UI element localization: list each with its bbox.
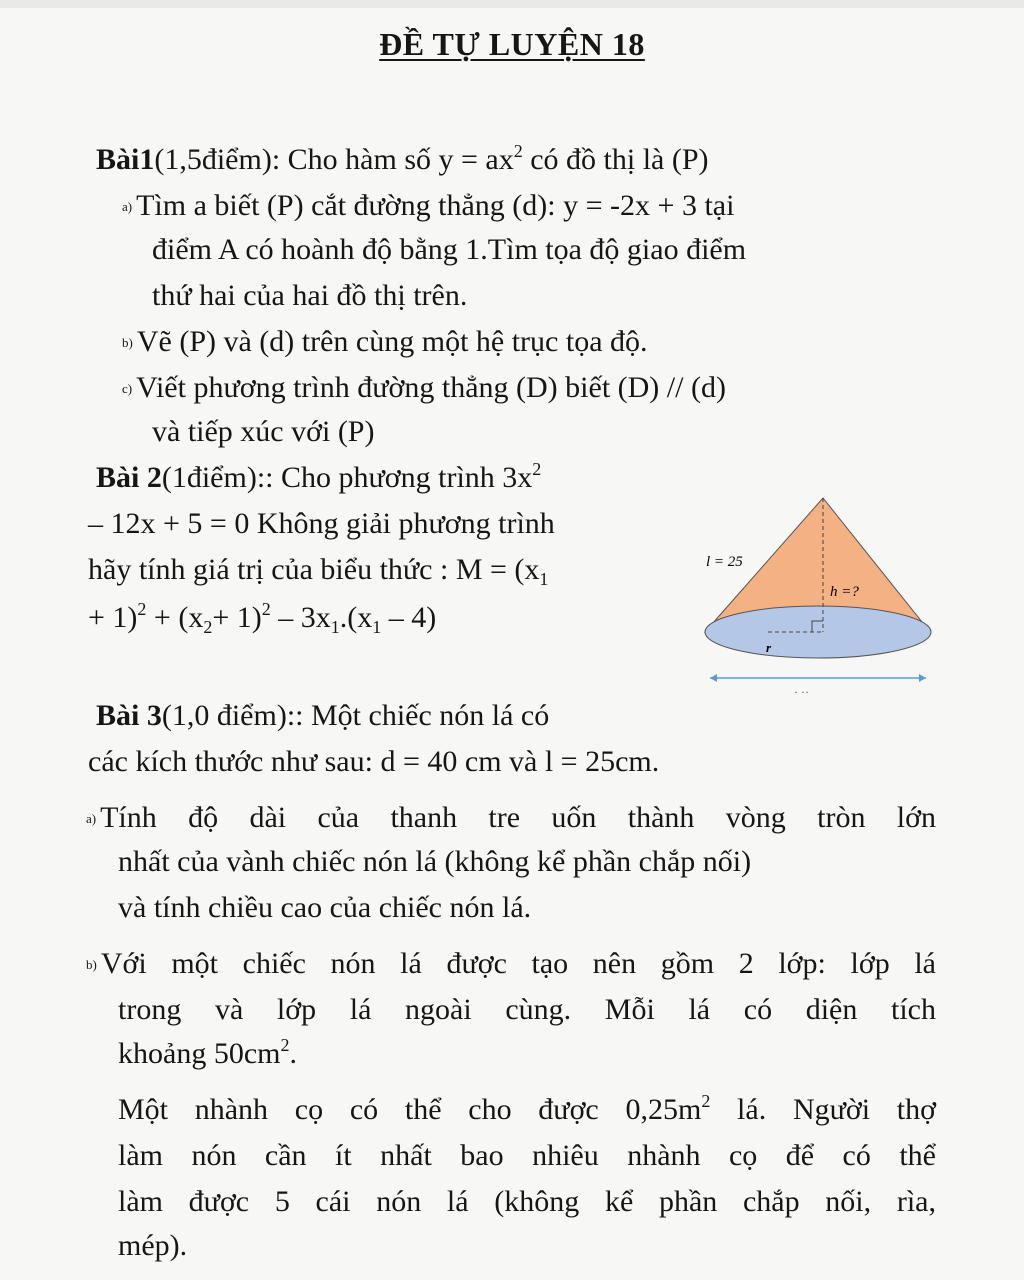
arrow-head-left bbox=[710, 674, 717, 682]
b3-line1: Bài 3(1,0 điểm):: Một chiếc nón lá có bbox=[96, 699, 550, 732]
b3-b-line3: khoảng $50cm^2$. bbox=[118, 1035, 297, 1070]
b3-b-line2: trong và lớp lá ngoài cùng. Mỗi lá có diện tích bbox=[118, 993, 936, 1026]
cone-body bbox=[705, 498, 931, 658]
top-edge bbox=[0, 0, 1024, 8]
b2-line4: + $1)^2 + (x_2+ 1)^2 - 3x_1.(x_1 - 4)$ bbox=[88, 599, 437, 637]
b3-label: Bài 3 bbox=[96, 699, 162, 732]
arrow-head-right bbox=[919, 674, 926, 682]
b2-label: Bài 2 bbox=[96, 461, 162, 494]
b1-c-line1: c) Viết phương trình đường thẳng (D) biết (D) // (d) bbox=[122, 371, 726, 404]
height-label: h =? bbox=[830, 584, 859, 600]
b1-label: Bài1 bbox=[96, 143, 155, 176]
b3-b-line1: b) Với một chiếc nón lá được tạo nên gồm 2 lớp: lớp lá bbox=[86, 947, 936, 980]
b1-c-line2: và tiếp xúc với (P) bbox=[152, 415, 375, 448]
b1-heading: Bài1(1,5điểm): Cho hàm số $y = ax^2$ có đồ thị là (P) bbox=[96, 141, 709, 176]
b1-a-line3: thứ hai của hai đồ thị trên. bbox=[152, 279, 468, 312]
b3-p-line2: làm nón cần ít nhất bao nhiêu nhành cọ để có thể bbox=[118, 1139, 936, 1172]
b3-p-line1: Một nhành cọ có thể cho được $0,25m^2$ lá. Người thợ bbox=[118, 1091, 936, 1126]
b3-line2: các kích thước như sau: d = 40 cm và l = 25cm. bbox=[88, 745, 660, 778]
b3-a-line3: và tính chiều cao của chiếc nón lá. bbox=[118, 891, 532, 924]
figure-small-mark: · ·· bbox=[794, 685, 809, 699]
b1-a-line2: điểm A có hoành độ bằng 1.Tìm tọa độ giao điểm bbox=[152, 233, 747, 266]
b3-b-marker: b) bbox=[86, 957, 97, 972]
b3-a-line2: nhất của vành chiếc nón lá (không kể phần chắp nối) bbox=[118, 845, 752, 878]
radius-label: r bbox=[766, 640, 772, 655]
b2-line2: – 12x + 5 = 0 Không giải phương trình bbox=[88, 507, 555, 540]
b2-line3: hãy tính giá trị của biểu thức : $M = (x_1$ bbox=[88, 553, 549, 589]
b1-b-marker: b) bbox=[122, 335, 133, 350]
b3-a-marker: a) bbox=[86, 811, 97, 826]
b1-a-line1: a) Tìm a biết (P) cắt đường thẳng (d): y = -2x + 3 tại bbox=[122, 189, 735, 222]
b2-line1: Bài 2(1điểm):: Cho phương trình $3x^2$ bbox=[96, 459, 542, 494]
b3-p-line4: mép). bbox=[118, 1229, 188, 1262]
b1-b-line1: b) Vẽ (P) và (d) trên cùng một hệ trục tọa độ. bbox=[122, 325, 648, 358]
b1-c-marker: c) bbox=[122, 381, 133, 396]
b3-a-line1: a) Tính độ dài của thanh tre uốn thành vòng tròn lớn bbox=[86, 801, 936, 834]
page-title: ĐỀ TỰ LUYỆN 18 bbox=[379, 26, 645, 62]
cone-figure bbox=[698, 490, 938, 710]
b1-a-marker: a) bbox=[122, 199, 133, 214]
slant-label: l = 25 bbox=[706, 554, 743, 570]
b3-p-line3: làm được 5 cái nón lá (không kể phần chắp nối, rìa, bbox=[118, 1185, 936, 1218]
